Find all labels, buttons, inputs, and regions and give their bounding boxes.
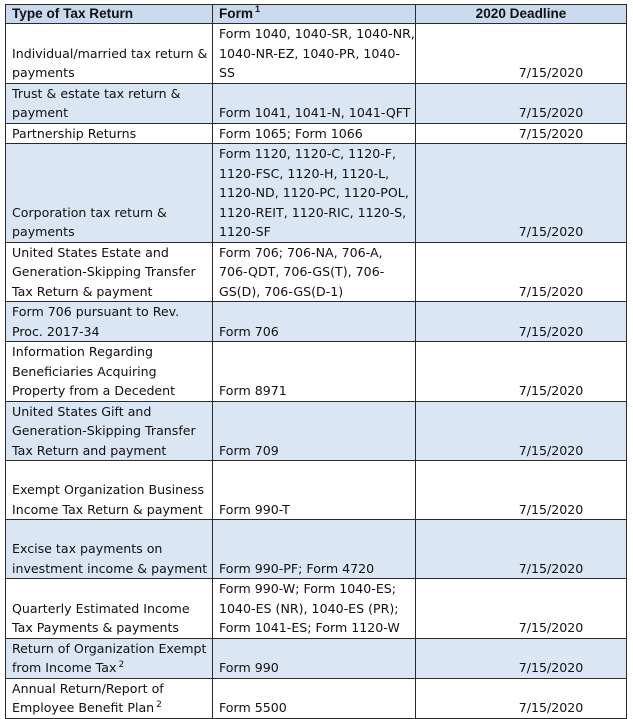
cell-return-type	[6, 461, 213, 520]
cell-form: Form 1041, 1041-N, 1041-QFT	[213, 83, 416, 123]
cell-deadline: 7/15/2020	[416, 520, 627, 579]
return-type-text: Excise tax payments on investment income & payment	[12, 541, 208, 576]
cell-return-type	[6, 242, 213, 302]
cell-return-type	[6, 579, 213, 639]
table-row	[6, 678, 627, 718]
cell-return-type	[6, 401, 213, 461]
cell-form: Form 706; 706-NA, 706-A, 706-QDT, 706-GS(T), 706-GS(D), 706-GS(D-1)	[213, 242, 416, 302]
cell-deadline: 7/15/2020	[416, 678, 627, 718]
cell-deadline: 7/15/2020	[416, 579, 627, 639]
return-type-text: Trust & estate tax return & payment	[12, 85, 181, 120]
cell-deadline: 7/15/2020	[416, 342, 627, 402]
table-row	[6, 83, 627, 123]
cell-deadline: 7/15/2020	[416, 242, 627, 302]
cell-form: Form 990	[213, 638, 416, 678]
cell-form: Form 706	[213, 302, 416, 342]
table-row	[6, 579, 627, 639]
cell-deadline: 7/15/2020	[416, 302, 627, 342]
table-row	[6, 638, 627, 678]
header-type: Type of Tax Return	[6, 5, 213, 24]
table-row	[6, 24, 627, 84]
cell-form: Form 990-W; Form 1040-ES; 1040-ES (NR), 1040-ES (PR); Form 1041-ES; Form 1120-W	[213, 579, 416, 639]
cell-form: Form 990-T	[213, 461, 416, 520]
cell-return-type	[6, 144, 213, 243]
return-type-text: Annual Return/Report of Employee Benefit Plan	[12, 680, 164, 715]
cell-return-type	[6, 302, 213, 342]
cell-form: Form 1120, 1120-C, 1120-F, 1120-FSC, 1120-H, 1120-L, 1120-ND, 1120-PC, 1120-POL, 1120-REIT, 1120-RIC, 1120-S, 1120-SF	[213, 144, 416, 243]
cell-form: Form 1040, 1040-SR, 1040-NR, 1040-NR-EZ, 1040-PR, 1040-SS	[213, 24, 416, 84]
header-row	[6, 5, 627, 24]
cell-return-type	[6, 638, 213, 678]
return-type-text: Form 706 pursuant to Rev. Proc. 2017-34	[12, 304, 180, 339]
cell-return-type	[6, 24, 213, 84]
cell-return-type	[6, 123, 213, 144]
footnote-marker: 2	[118, 659, 125, 670]
table-body	[6, 24, 627, 719]
cell-return-type	[6, 83, 213, 123]
cell-form: Form 8971	[213, 342, 416, 402]
cell-deadline: 7/15/2020	[416, 144, 627, 243]
cell-deadline: 7/15/2020	[416, 401, 627, 461]
cell-deadline: 7/15/2020	[416, 461, 627, 520]
cell-form: Form 5500	[213, 678, 416, 718]
cell-return-type	[6, 678, 213, 718]
header-form-label: Form	[219, 6, 253, 21]
cell-deadline: 7/15/2020	[416, 123, 627, 144]
table-row	[6, 144, 627, 243]
table-row	[6, 123, 627, 144]
header-form-footnote: 1	[254, 4, 260, 15]
table-row	[6, 401, 627, 461]
return-type-text: Partnership Returns	[12, 125, 137, 141]
cell-return-type	[6, 342, 213, 402]
header-form	[213, 5, 416, 24]
return-type-text: Quarterly Estimated Income Tax Payments & payments	[12, 600, 190, 635]
table-row	[6, 342, 627, 402]
cell-form: Form 1065; Form 1066	[213, 123, 416, 144]
return-type-text: Exempt Organization Business Income Tax Return & payment	[12, 482, 205, 517]
table-row	[6, 520, 627, 579]
return-type-text: Individual/married tax return & payments	[12, 45, 208, 80]
return-type-text: Corporation tax return & payments	[12, 204, 167, 239]
return-type-text: Information Regarding Beneficiaries Acquiring Property from a Decedent	[12, 344, 176, 398]
return-type-text: United States Gift and Generation-Skipping Transfer Tax Return and payment	[12, 403, 196, 458]
cell-form: Form 709	[213, 401, 416, 461]
table-row	[6, 461, 627, 520]
return-type-text: United States Estate and Generation-Skipping Transfer Tax Return & payment	[12, 244, 196, 299]
tax-deadline-table	[5, 4, 627, 719]
cell-form: Form 990-PF; Form 4720	[213, 520, 416, 579]
cell-deadline: 7/15/2020	[416, 83, 627, 123]
cell-deadline: 7/15/2020	[416, 24, 627, 84]
table-row	[6, 302, 627, 342]
table-row	[6, 242, 627, 302]
footnote-marker: 2	[156, 699, 162, 710]
return-type-text: Return of Organization Exempt from Income Tax	[12, 640, 207, 675]
cell-deadline: 7/15/2020	[416, 638, 627, 678]
header-deadline: 2020 Deadline	[416, 5, 627, 24]
cell-return-type	[6, 520, 213, 579]
